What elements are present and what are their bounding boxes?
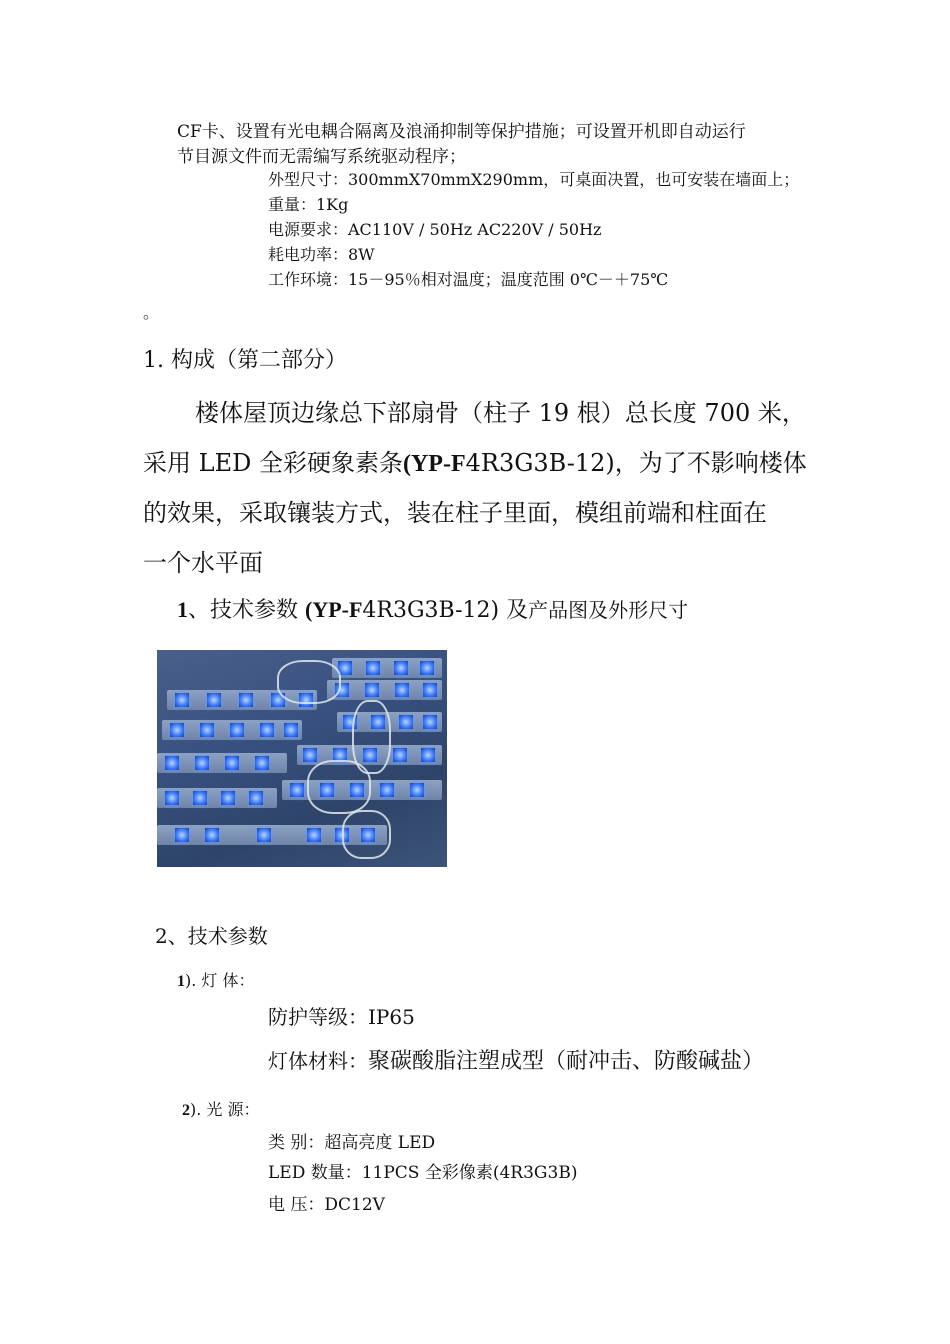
para-line-2-text: 采用 LED 全彩硬象素条 [143, 449, 403, 477]
spec-key: LED 数量： [268, 1163, 362, 1183]
subheading-model-bold: (YP-F [305, 597, 363, 622]
spec-value: DC12V [324, 1195, 385, 1215]
led-strip [157, 753, 287, 773]
params-heading: 2、技术参数 [155, 924, 268, 948]
subheading-label: 、技术参数 [188, 598, 305, 623]
spec-weight: 重量：1Kg [268, 195, 349, 214]
led-strip [332, 658, 442, 678]
stray-period: 。 [143, 303, 160, 322]
cable [277, 660, 341, 704]
spec-key: 防护等级： [268, 1005, 368, 1029]
light-label [182, 1097, 260, 1120]
led-strip [162, 720, 302, 740]
led-strip [157, 788, 277, 808]
spec-key: 类 别： [268, 1133, 325, 1153]
intro-line-1: CF卡、设置有光电耦合隔离及浪涌抑制等保护措施；可设置开机即自动运行 [177, 122, 746, 142]
spec-dimensions: 外型尺寸：300mmX70mmX290mm，可桌面决置，也可安装在墙面上； [268, 170, 800, 189]
para-line-1: 楼体屋顶边缘总下部扇骨（柱子 19 根）总长度 700 米， [195, 399, 806, 427]
spec-value: 超高亮度 LED [324, 1133, 436, 1153]
section-heading: 1. 构成（第二部分） [143, 348, 347, 373]
para-line-2-rest: 4R3G3B-12)，为了不影响楼体 [465, 449, 807, 477]
body-label-text: ). 灯 体： [185, 971, 255, 990]
subheading-tech-params [177, 593, 688, 624]
spec-environment: 工作环境：15－95％相对温度；温度范围 0℃－＋75℃ [268, 270, 669, 289]
cable [342, 810, 391, 859]
spec-key: 灯体材料： [268, 1049, 368, 1073]
light-label-text: ). 光 源： [190, 1100, 260, 1119]
spec-protection-level [268, 1001, 415, 1030]
led-strip [327, 680, 442, 700]
spec-led-count [268, 1158, 577, 1183]
intro-line-2: 节目源文件而无需编写系统驱动程序； [177, 147, 466, 167]
spec-voltage [268, 1190, 385, 1215]
spec-value: 11PCS 全彩像素(4R3G3B) [361, 1163, 578, 1183]
product-photo [157, 650, 447, 867]
cable [307, 760, 371, 814]
para-line-4: 一个水平面 [143, 549, 263, 577]
light-label-num: 2 [182, 1102, 190, 1119]
subheading-num: 1 [177, 597, 188, 622]
spec-value: IP65 [368, 1005, 415, 1029]
body-label [177, 968, 255, 991]
para-model-bold: (YP-F [402, 451, 466, 477]
spec-value: 聚碳酸脂注塑成型（耐冲击、防酸碱盐） [368, 1049, 765, 1074]
spec-body-material [268, 1044, 764, 1075]
spec-power-requirement: 电源要求：AC110V / 50Hz AC220V / 50Hz [268, 220, 602, 239]
spec-led-type [268, 1128, 435, 1153]
para-line-2 [143, 443, 807, 478]
subheading-tail: 产品图及外形尺寸 [528, 598, 689, 622]
subheading-model-rest: 4R3G3B-12) 及 [362, 598, 529, 623]
para-line-3: 的效果，采取镶装方式，装在柱子里面，模组前端和柱面在 [143, 499, 767, 527]
body-label-num: 1 [177, 973, 185, 990]
spec-power-consumption: 耗电功率：8W [268, 245, 375, 264]
spec-key: 电 压： [268, 1195, 325, 1215]
